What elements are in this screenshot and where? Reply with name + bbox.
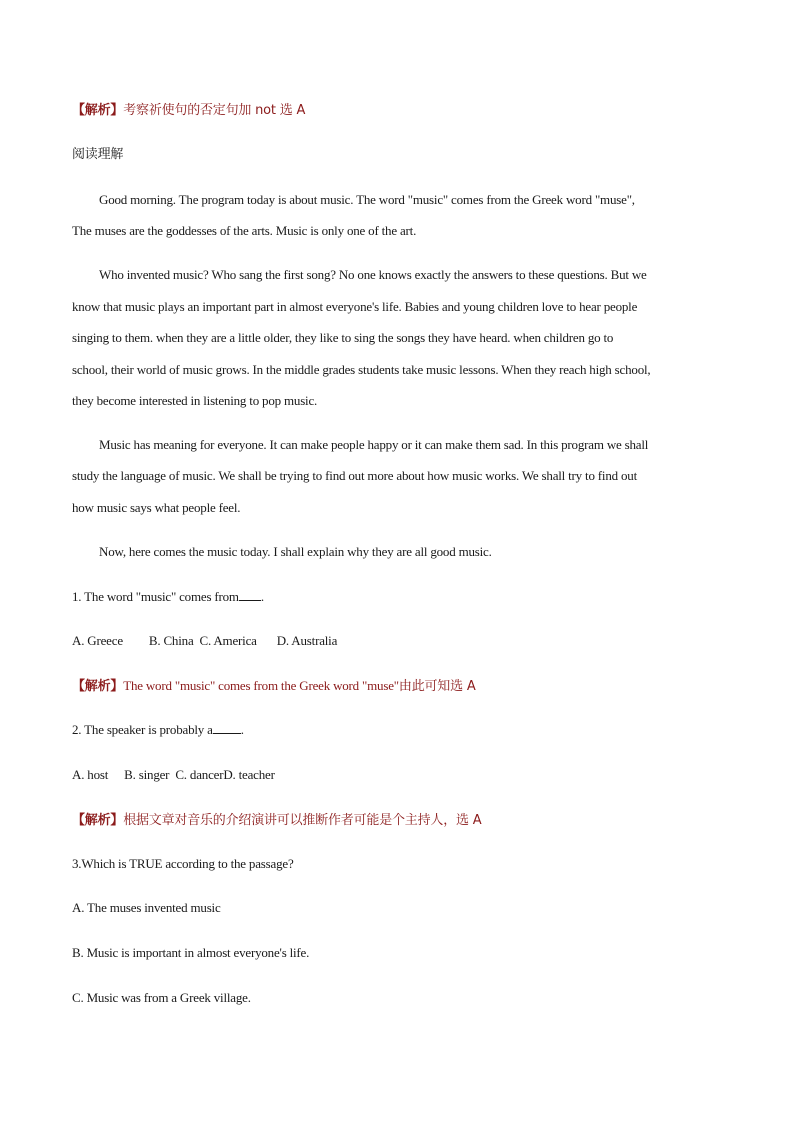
passage-line: Music has meaning for everyone. It can make people happy or it can make them sad. In this program we shall <box>99 437 649 452</box>
option-c: C. America <box>199 633 257 648</box>
answer-blank <box>213 722 241 734</box>
question-1-options <box>72 633 732 649</box>
question-2-analysis <box>72 812 732 829</box>
analysis-tag: 【解析】 <box>72 679 124 694</box>
question-3-choice-c: C. Music was from a Greek village. <box>72 990 251 1005</box>
passage-line: school, their world of music grows. In the middle grades students take music lessons. When they reach high school, <box>72 362 651 377</box>
passage-line: study the language of music. We shall be trying to find out more about how music works. We shall try to find out <box>72 468 637 483</box>
question-3-choice-a: A. The muses invented music <box>72 900 221 915</box>
passage-line: singing to them. when they are a little older, they like to sing the songs they have heard. when children go to <box>72 330 614 345</box>
option-c: C. dancer <box>175 767 224 782</box>
question-1-analysis <box>72 678 732 695</box>
option-a: A. host <box>72 767 109 782</box>
analysis-text-en: The word "music" comes from the Greek word "muse" <box>123 678 399 693</box>
option-d: D. Australia <box>276 633 338 648</box>
option-b: B. China <box>148 633 194 648</box>
question-3-stem: 3.Which is TRUE according to the passage? <box>72 856 294 871</box>
analysis-text-cn: 根据文章对音乐的介绍演讲可以推断作者可能是个主持人，选 A <box>123 813 482 828</box>
question-stem-text: 2. The speaker is probably a <box>72 722 213 737</box>
analysis-line-top <box>72 102 732 119</box>
section-title: 阅读理解 <box>72 147 124 162</box>
analysis-tag: 【解析】 <box>72 813 124 828</box>
analysis-text: 考察祈使句的否定句加 not 选 A <box>123 103 306 118</box>
passage-line: Good morning. The program today is about music. The word "music" comes from the Greek word "muse", <box>99 192 635 207</box>
answer-blank <box>239 589 261 601</box>
option-d: D. teacher <box>223 767 275 782</box>
passage-line: how music says what people feel. <box>72 500 241 515</box>
question-3-choice-b: B. Music is important in almost everyone's life. <box>72 945 310 960</box>
question-stem-text: 1. The word "music" comes from <box>72 589 239 604</box>
passage-line: Who invented music? Who sang the first song? No one knows exactly the answers to these questions. But we <box>99 267 647 282</box>
option-a: A. Greece <box>72 633 123 648</box>
passage-line: know that music plays an important part in almost everyone's life. Babies and young children love to hear people <box>72 299 638 314</box>
passage-line: The muses are the goddesses of the arts. Music is only one of the art. <box>72 223 417 238</box>
question-2-stem: 2. The speaker is probably a . <box>72 722 244 737</box>
option-b: B. singer <box>124 767 170 782</box>
analysis-text-cn: 由此可知选 A <box>398 679 476 694</box>
passage-line: they become interested in listening to pop music. <box>72 393 318 408</box>
analysis-tag: 【解析】 <box>72 103 124 118</box>
passage-line: Now, here comes the music today. I shall explain why they are all good music. <box>99 544 492 559</box>
question-2-options <box>72 767 732 783</box>
question-1-stem: 1. The word "music" comes from . <box>72 589 264 604</box>
